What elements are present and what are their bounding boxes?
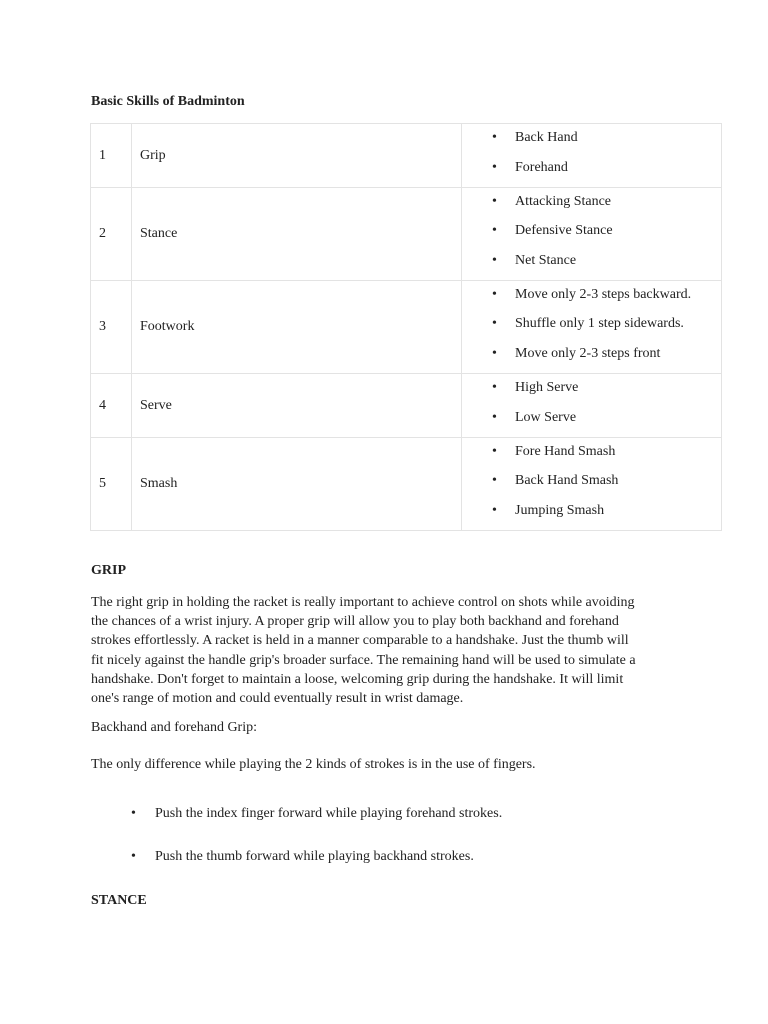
paragraph-line: the chances of a wrist injury. A proper grip will allow you to play both backhand and forehand	[91, 614, 619, 630]
sub-skills-list	[470, 376, 713, 435]
table-row	[91, 374, 722, 438]
grip-paragraph	[91, 593, 691, 708]
skill-name: Serve	[132, 374, 462, 438]
list-item: • Fore Hand Smash	[515, 440, 713, 470]
grip-bullet-item: • Push the index finger forward while playing forehand strokes.	[155, 806, 502, 822]
sub-skills-list	[470, 190, 713, 279]
list-item: • Shuffle only 1 step sidewards.	[515, 312, 713, 342]
sub-skills-cell	[462, 188, 722, 281]
list-item: • Net Stance	[515, 249, 713, 279]
list-item: • Back Hand	[515, 126, 713, 156]
list-item: • Attacking Stance	[515, 190, 713, 220]
grip-subheading: Backhand and forehand Grip:	[91, 720, 257, 735]
list-item: • Move only 2-3 steps front	[515, 342, 713, 372]
sub-skills-list	[470, 283, 713, 372]
skill-name: Smash	[132, 438, 462, 531]
paragraph-line: strokes effortlessly. A racket is held in a manner comparable to a handshake. Just the thumb will	[91, 633, 629, 649]
skill-name: Grip	[132, 124, 462, 188]
list-item: • High Serve	[515, 376, 713, 406]
paragraph-line: fit nicely against the handle grip's broader surface. The remaining hand will be used to simulate a	[91, 652, 636, 668]
row-number: 3	[91, 281, 132, 374]
grip-heading: GRIP	[91, 563, 126, 578]
row-number: 5	[91, 438, 132, 531]
paragraph-line: one's range of motion and could eventually result in wrist damage.	[91, 691, 464, 707]
list-item: • Defensive Stance	[515, 219, 713, 249]
list-item: • Low Serve	[515, 406, 713, 436]
skill-name: Stance	[132, 188, 462, 281]
paragraph-line: handshake. Don't forget to maintain a loose, welcoming grip during the handshake. It will limit	[91, 671, 624, 687]
table-row	[91, 281, 722, 374]
sub-skills-cell	[462, 438, 722, 531]
skill-name: Footwork	[132, 281, 462, 374]
list-item: • Back Hand Smash	[515, 469, 713, 499]
stance-heading: STANCE	[91, 893, 147, 908]
sub-skills-list	[470, 440, 713, 529]
row-number: 1	[91, 124, 132, 188]
paragraph-line: The right grip in holding the racket is really important to achieve control on shots while avoiding	[91, 595, 635, 610]
list-item: • Forehand	[515, 156, 713, 186]
grip-difference-text: The only difference while playing the 2 kinds of strokes is in the use of fingers.	[91, 757, 536, 772]
row-number: 2	[91, 188, 132, 281]
list-item: • Jumping Smash	[515, 499, 713, 529]
table-row	[91, 438, 722, 531]
document-title: Basic Skills of Badminton	[91, 94, 245, 109]
table-row	[91, 124, 722, 188]
skills-table	[90, 123, 722, 531]
sub-skills-list	[470, 126, 713, 185]
sub-skills-cell	[462, 124, 722, 188]
sub-skills-cell	[462, 374, 722, 438]
table-row	[91, 188, 722, 281]
sub-skills-cell	[462, 281, 722, 374]
list-item: • Move only 2-3 steps backward.	[515, 283, 713, 313]
grip-bullet-item: • Push the thumb forward while playing backhand strokes.	[155, 849, 474, 865]
row-number: 4	[91, 374, 132, 438]
